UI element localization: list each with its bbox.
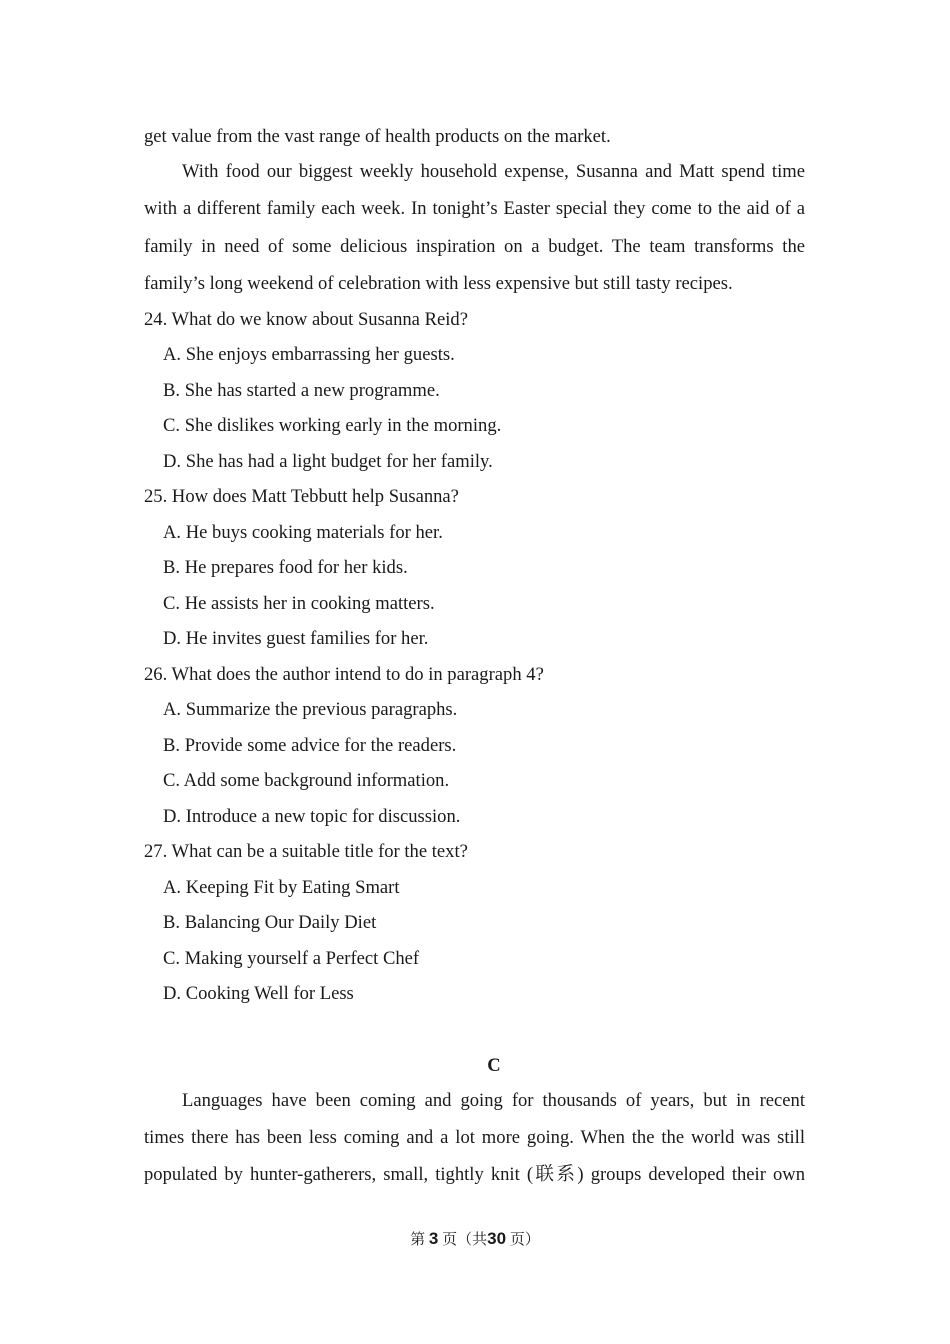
question-24-option-c: C. She dislikes working early in the morning. bbox=[163, 415, 502, 436]
question-26-option-c: C. Add some background information. bbox=[163, 770, 450, 791]
passage-c-heading: C bbox=[487, 1055, 501, 1076]
passage-b-line-1: get value from the vast range of health products on the market. bbox=[144, 126, 611, 147]
question-26-option-b: B. Provide some advice for the readers. bbox=[163, 735, 457, 756]
question-25-option-c: C. He assists her in cooking matters. bbox=[163, 593, 435, 614]
passage-c-line-3: populated by hunter-gatherers, small, tightly knit (联系) groups developed their own bbox=[144, 1164, 805, 1185]
question-25-option-a: A. He buys cooking materials for her. bbox=[163, 522, 443, 543]
passage-b-line-4: family in need of some delicious inspiration on a budget. The team transforms the bbox=[144, 236, 805, 257]
passage-c-line-2: times there has been less coming and a lot more going. When the the world was still bbox=[144, 1127, 805, 1148]
question-26-option-d: D. Introduce a new topic for discussion. bbox=[163, 806, 461, 827]
page-footer bbox=[0, 1229, 950, 1250]
footer-suffix: 页） bbox=[509, 1232, 540, 1248]
passage-b-line-3: with a different family each week. In tonight’s Easter special they come to the aid of a bbox=[144, 198, 805, 219]
question-27-option-d: D. Cooking Well for Less bbox=[163, 983, 354, 1004]
question-26-option-a: A. Summarize the previous paragraphs. bbox=[163, 699, 458, 720]
passage-b-line-5: family’s long weekend of celebration with less expensive but still tasty recipes. bbox=[144, 273, 733, 294]
footer-prefix: 第 bbox=[410, 1232, 426, 1248]
footer-total-pages: 30 bbox=[487, 1229, 507, 1248]
question-24-stem: 24. What do we know about Susanna Reid? bbox=[144, 309, 468, 330]
footer-page-number: 3 bbox=[428, 1229, 439, 1248]
question-27-option-c: C. Making yourself a Perfect Chef bbox=[163, 948, 420, 969]
question-26-stem: 26. What does the author intend to do in paragraph 4? bbox=[144, 664, 544, 685]
question-25-option-b: B. He prepares food for her kids. bbox=[163, 557, 408, 578]
passage-c-line-1: Languages have been coming and going for thousands of years, but in recent bbox=[182, 1090, 805, 1111]
question-27-stem: 27. What can be a suitable title for the text? bbox=[144, 841, 468, 862]
question-24-option-d: D. She has had a light budget for her family. bbox=[163, 451, 493, 472]
passage-b-line-2: With food our biggest weekly household expense, Susanna and Matt spend time bbox=[182, 161, 805, 182]
question-25-stem: 25. How does Matt Tebbutt help Susanna? bbox=[144, 486, 459, 507]
question-24-option-b: B. She has started a new programme. bbox=[163, 380, 440, 401]
question-27-option-a: A. Keeping Fit by Eating Smart bbox=[163, 877, 400, 898]
question-25-option-d: D. He invites guest families for her. bbox=[163, 628, 429, 649]
footer-middle: 页（共 bbox=[442, 1232, 488, 1248]
question-24-option-a: A. She enjoys embarrassing her guests. bbox=[163, 344, 455, 365]
question-27-option-b: B. Balancing Our Daily Diet bbox=[163, 912, 377, 933]
